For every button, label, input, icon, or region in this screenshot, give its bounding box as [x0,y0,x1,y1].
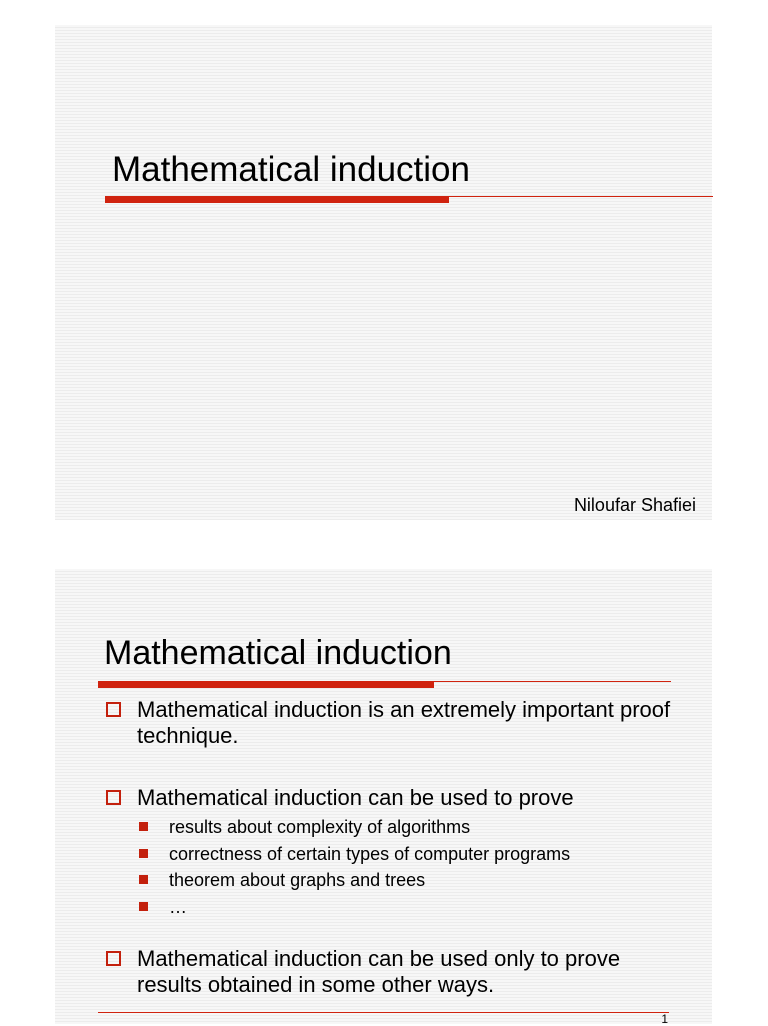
sub-bullet-list [137,814,684,920]
title-underline [105,196,713,197]
sub-bullet-text: results about complexity of algorithms [169,817,471,837]
author-name: Niloufar Shafiei [573,495,696,515]
bullet-item [104,946,684,998]
sub-bullet-text: correctness of certain types of computer programs [169,843,571,864]
page-number: 1 [661,1012,668,1026]
hollow-square-icon [106,790,121,805]
bullet-item [104,697,684,749]
title-underline [98,681,671,682]
filled-square-icon [139,902,148,911]
sub-bullet-text: theorem about graphs and trees [169,870,426,890]
sub-bullet-item [137,814,684,841]
bullet-list [104,697,684,998]
title-underline-thick [105,196,449,203]
slide-1 [55,25,712,520]
slide-title: Mathematical induction [104,634,452,672]
sub-bullet-text: … [169,896,187,917]
title-underline-thin [449,196,713,197]
filled-square-icon [139,849,148,858]
hollow-square-icon [106,951,121,966]
bullet-text: Mathematical induction is an extremely important proof technique. [137,697,671,748]
title-underline-thin [434,681,671,682]
sub-bullet-item [137,867,684,894]
hollow-square-icon [106,702,121,717]
filled-square-icon [139,875,148,884]
sub-bullet-item [137,841,684,868]
title-underline-thick [98,681,434,688]
filled-square-icon [139,822,148,831]
bullet-text: Mathematical induction can be used only to prove results obtained in some other ways. [137,946,621,997]
bullet-item [104,785,684,920]
slide-title: Mathematical induction [112,150,470,189]
slide-2 [55,569,712,1024]
sub-bullet-item [137,894,684,921]
footer-rule [98,1012,669,1013]
bullet-text: Mathematical induction can be used to prove [137,785,574,810]
